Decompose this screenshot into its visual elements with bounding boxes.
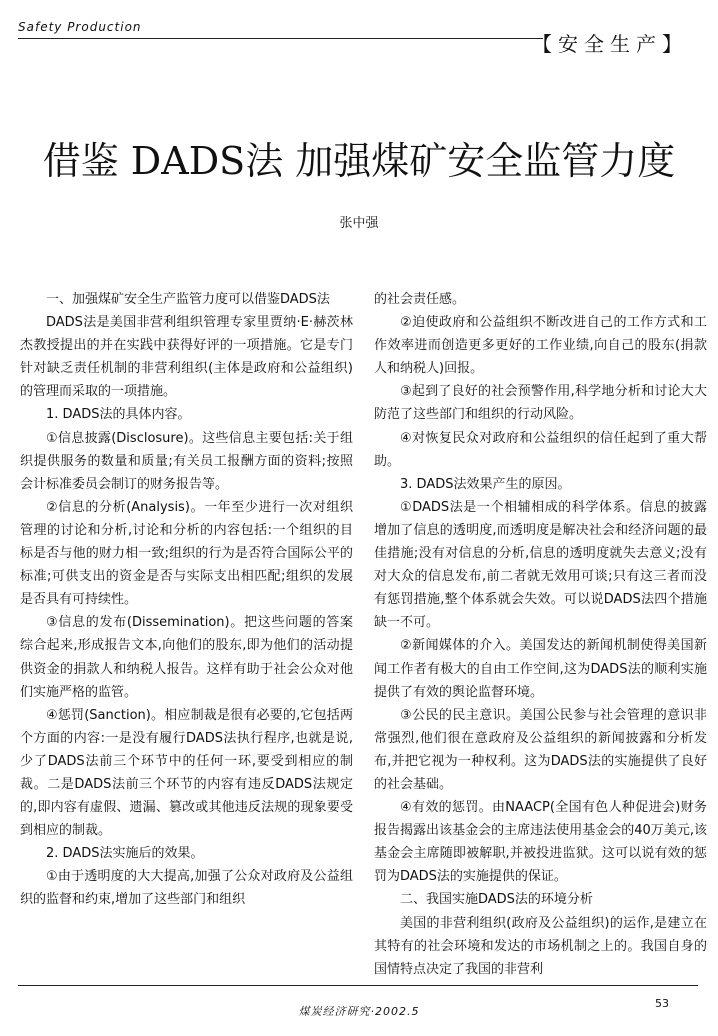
page-number: 53 bbox=[655, 997, 669, 1010]
paragraph: 二、我国实施DADS法的环境分析 bbox=[400, 892, 593, 908]
paragraph: 美国的非营利组织(政府及公益组织)的运作,是建立在其特有的社会环境和发达的市场机制之上的。我国自身的国情特点决定了我国的非营利 bbox=[374, 915, 707, 977]
paragraph: ②信息的分析(Analysis)。一年至少进行一次对组织管理的讨论和分析,讨论和分析的内容包括:一个组织的目标是否与他的财力相一致;组织的行为是否符合国际公平的标准;可供支出的资金是否与实际支出相匹配;组织的发展是否具有可持续性。 bbox=[20, 499, 353, 608]
right-column bbox=[374, 288, 707, 981]
paragraph: DADS法是美国非营利组织管理专家里贾纳·E·赫茨林杰教授提出的并在实践中获得好评的一项措施。它是专门针对缺乏责任机制的非营利组织(主体是政府和公益组织)的管理而采取的一项措施。 bbox=[20, 315, 353, 400]
paragraph: ④对恢复民众对政府和公益组织的信任起到了重大帮助。 bbox=[374, 430, 707, 469]
paragraph: ③公民的民主意识。美国公民参与社会管理的意识非常强烈,他们很在意政府及公益组织的新闻披露和分析发布,并把它视为一种权利。这为DADS法的实施提供了良好的社会基础。 bbox=[374, 707, 707, 792]
paragraph: ③信息的发布(Dissemination)。把这些问题的答案综合起来,形成报告文本,向他们的股东,即为他们的活动提供资金的捐款人和纳税人报告。这样有助于社会公众对他们实施严格的监管。 bbox=[20, 615, 353, 700]
paragraph: 1. DADS法的具体内容。 bbox=[46, 407, 191, 423]
running-head: Safety Production bbox=[18, 20, 142, 34]
paragraph: ①DADS法是一个相辅相成的科学体系。信息的披露增加了信息的透明度,而透明度是解决社会和经济问题的最佳措施;没有对信息的分析,信息的透明度就失去意义;没有对大众的信息发布,前二者就无效用可谈;只有这三者而没有惩罚措施,整个体系就会失效。可以说DADS法四个措施缺一不可。 bbox=[374, 499, 707, 631]
header-rule bbox=[18, 38, 543, 39]
paragraph: 的社会责任感。 bbox=[374, 292, 466, 307]
paragraph: ①由于透明度的大大提高,加强了公众对政府及公益组织的监督和约束,增加了这些部门和组织 bbox=[20, 869, 353, 908]
paragraph: ①信息披露(Disclosure)。这些信息主要包括:关于组织提供服务的数量和质量;有关员工报酬方面的资料;按照会计标准委员会制订的财务报告等。 bbox=[20, 430, 353, 492]
paragraph: ④惩罚(Sanction)。相应制裁是很有必要的,它包括两个方面的内容:一是没有履行DADS法执行程序,也就是说,少了DADS法前三个环节中的任何一环,要受到相应的制裁。二是DADS法前三个环节的内容有违反DADS法规定的,即内容有虚假、遗漏、篡改或其他违反法规的现象要受到相应的制裁。 bbox=[20, 707, 353, 839]
paragraph: ②迫使政府和公益组织不断改进自己的工作方式和工作效率进而创造更多更好的工作业绩,向自己的股东(捐款人和纳税人)回报。 bbox=[374, 315, 707, 377]
paragraph: 2. DADS法实施后的效果。 bbox=[46, 846, 204, 862]
paragraph: 3. DADS法效果产生的原因。 bbox=[400, 476, 571, 492]
left-column bbox=[20, 288, 353, 912]
article-author: 张中强 bbox=[339, 216, 379, 231]
footer-rule bbox=[18, 985, 698, 986]
page-header bbox=[18, 14, 698, 54]
paragraph: ④有效的惩罚。由NAACP(全国有色人种促进会)财务报告揭露出该基金会的主席违法使用基金会的40万美元,该基金会主席随即被解职,并被投进监狱。这可以说有效的惩罚为DADS法的实施提供的保证。 bbox=[374, 800, 707, 885]
section-tag: 【安全生产】 bbox=[532, 32, 688, 56]
article-title: 借鉴 DADS法 加强煤矿安全监管力度 bbox=[42, 139, 676, 183]
paragraph: ②新闻媒体的介入。美国发达的新闻机制使得美国新闻工作者有极大的自由工作空间,这为DADS法的顺利实施提供了有效的舆论监督环境。 bbox=[374, 638, 707, 700]
paragraph: ③起到了良好的社会预警作用,科学地分析和讨论大大防范了这些部门和组织的行动风险。 bbox=[374, 384, 707, 423]
footer-journal: 煤炭经济研究·2002.5 bbox=[298, 1005, 420, 1018]
paragraph: 一、加强煤矿安全生产监管力度可以借鉴DADS法 bbox=[46, 292, 330, 307]
